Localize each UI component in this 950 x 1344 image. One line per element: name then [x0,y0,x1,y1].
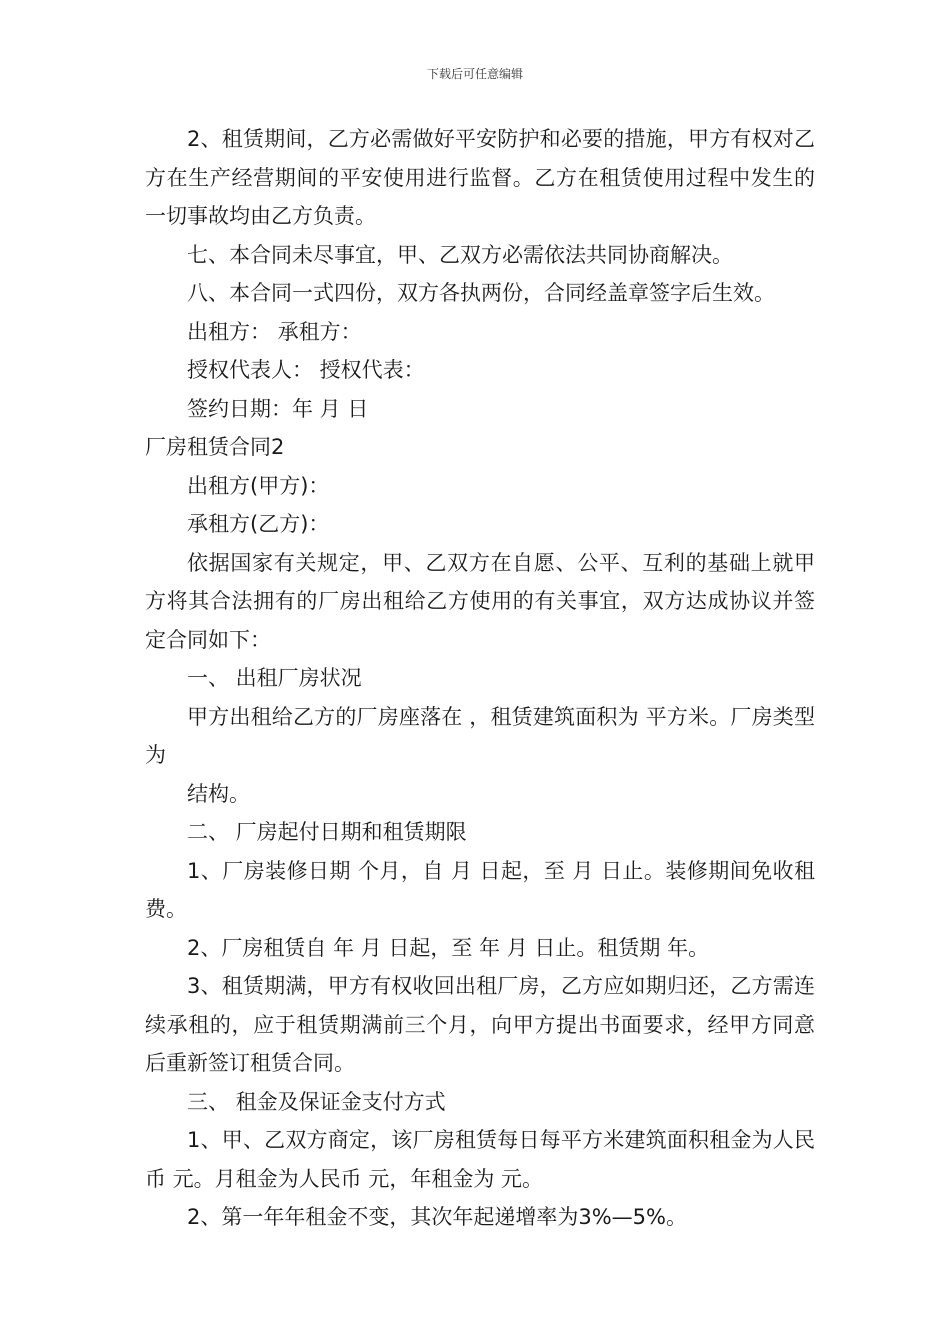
body-paragraph: 七、本合同未尽事宜，甲、乙双方必需依法共同协商解决。 [187,242,733,267]
body-paragraph: 结构。 [187,781,250,806]
body-paragraph: 2、厂房租赁自 年 月 日起，至 年 月 日止。租赁期 年。 [187,935,710,960]
body-paragraph: 签约日期：年 月 日 [187,396,369,421]
body-paragraph: 1、甲、乙双方商定，该厂房租赁每日每平方米建筑面积租金为人民币 元。月租金为人民币 元，年租金为 元。 [145,1128,815,1191]
body-paragraph: 2、第一年年租金不变，其次年起递增率为3%—5%。 [187,1205,687,1229]
body-paragraph: 依据国家有关规定，甲、乙双方在自愿、公平、互利的基础上就甲方将其合法拥有的厂房出租给乙方使用的有关事宜，双方达成协议并签定合同如下： [145,550,815,652]
body-paragraph: 承租方(乙方)： [187,512,330,536]
document-body [145,120,815,1237]
body-paragraph: 二、 厂房起付日期和租赁期限 [187,820,467,844]
body-paragraph: 2、租赁期间，乙方必需做好平安防护和必要的措施，甲方有权对乙方在生产经营期间的平安使用进行监督。乙方在租赁使用过程中发生的一切事故均由乙方负责。 [145,127,815,228]
body-paragraph: 甲方出租给乙方的厂房座落在 ，租赁建筑面积为 平方米。厂房类型为 [145,704,815,767]
section-heading: 厂房租赁合同2 [145,435,285,459]
page-header-note: 下载后可任意编辑 [426,67,523,81]
body-paragraph: 1、厂房装修日期 个月，自 月 日起，至 月 日止。装修期间免收租费。 [145,858,815,921]
body-paragraph: 三、 租金及保证金支付方式 [187,1089,446,1114]
body-paragraph: 一、 出租厂房状况 [187,666,362,690]
body-paragraph: 授权代表人： 授权代表： [187,358,425,382]
body-paragraph: 八、本合同一式四份，双方各执两份，合同经盖章签字后生效。 [187,281,775,305]
body-paragraph: 出租方(甲方)： [187,473,330,498]
body-paragraph: 3、租赁期满，甲方有权收回出租厂房，乙方应如期归还，乙方需连续承租的，应于租赁期满前三个月，向甲方提出书面要求，经甲方同意后重新签订租赁合同。 [145,974,815,1075]
body-paragraph: 出租方： 承租方： [187,319,362,344]
